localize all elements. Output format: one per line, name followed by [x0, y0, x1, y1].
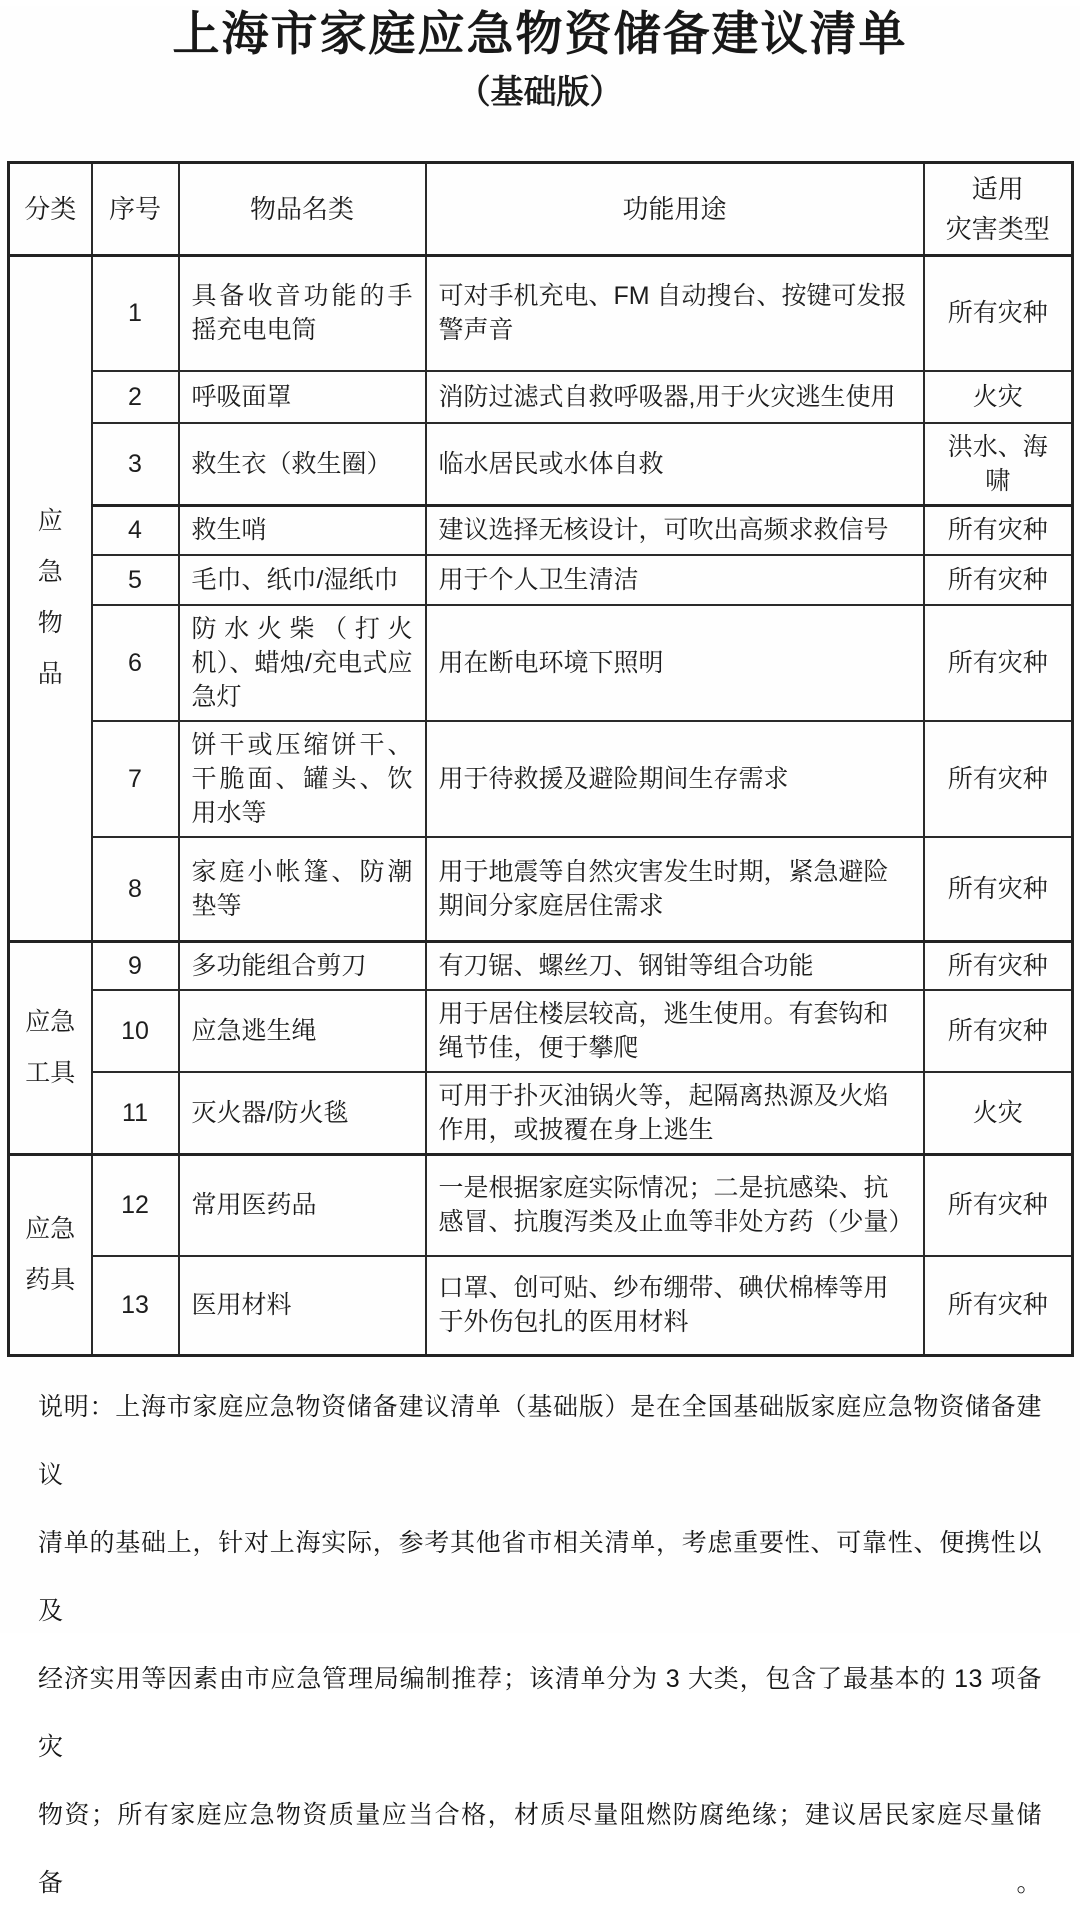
disaster-type-cell: 所有灾种 — [924, 505, 1073, 555]
index-cell: 5 — [92, 555, 179, 605]
table-row — [9, 555, 1073, 605]
category-line: 品 — [37, 660, 63, 689]
disaster-type-cell: 所有灾种 — [924, 990, 1073, 1072]
header-item: 物品名类 — [179, 163, 426, 256]
disaster-type-cell: 所有灾种 — [924, 1155, 1073, 1256]
table-row — [9, 605, 1073, 721]
item-name-cell: 医用材料 — [179, 1256, 426, 1356]
header-function: 功能用途 — [426, 163, 924, 256]
category-cell — [9, 941, 92, 1155]
document-page — [0, 6, 1080, 1897]
table-row — [9, 837, 1073, 941]
item-name-cell: 毛巾、纸巾/湿纸巾 — [179, 555, 426, 605]
table-row — [9, 1256, 1073, 1356]
header-disaster-line1: 适用 — [971, 174, 1024, 204]
table-header — [9, 163, 1073, 256]
function-cell: 用于个人卫生清洁 — [426, 555, 924, 605]
table-row — [9, 505, 1073, 555]
item-name-cell: 具备收音功能的手摇充电电筒 — [179, 256, 426, 371]
category-line: 急 — [37, 558, 63, 587]
disaster-type-cell: 所有灾种 — [924, 1256, 1073, 1356]
function-cell: 消防过滤式自救呼吸器,用于火灾逃生使用 — [426, 371, 924, 423]
note-line: 物资；所有家庭应急物资质量应当合格，材质尽量阻燃防腐绝缘；建议居民家庭尽量储备。 — [38, 1801, 1042, 1897]
index-cell: 4 — [92, 505, 179, 555]
table-row — [9, 941, 1073, 990]
table-body — [9, 256, 1073, 1356]
table-row — [9, 721, 1073, 837]
header-category: 分类 — [9, 163, 92, 256]
category-line: 应急 — [25, 1007, 76, 1036]
index-cell: 7 — [92, 721, 179, 837]
header-disaster — [924, 163, 1073, 256]
disaster-type-cell: 洪水、海啸 — [924, 423, 1073, 506]
table-row — [9, 256, 1073, 371]
category-line: 药具 — [25, 1266, 76, 1294]
index-cell: 9 — [92, 941, 179, 990]
table-row — [9, 423, 1073, 506]
disaster-type-cell: 火灾 — [924, 1072, 1073, 1155]
index-cell: 13 — [92, 1256, 179, 1356]
item-name-cell: 饼干或压缩饼干、干脆面、罐头、饮用水等 — [179, 721, 426, 837]
note-line: 清单的基础上，针对上海实际，参考其他省市相关清单，考虑重要性、可靠性、便携性以及 — [38, 1529, 1042, 1625]
item-name-cell: 灭火器/防火毯 — [179, 1072, 426, 1155]
function-cell: 建议选择无核设计，可吹出高频求救信号 — [426, 505, 924, 555]
function-cell: 可用于扑灭油锅火等，起隔离热源及火焰作用，或披覆在身上逃生 — [426, 1072, 924, 1155]
index-cell: 1 — [92, 256, 179, 371]
header-disaster-line2: 灾害类型 — [945, 214, 1050, 244]
note-line: 说明：上海市家庭应急物资储备建议清单（基础版）是在全国基础版家庭应急物资储备建议 — [38, 1393, 1042, 1489]
index-cell: 2 — [92, 371, 179, 423]
item-name-cell: 救生哨 — [179, 505, 426, 555]
function-cell: 可对手机充电、FM 自动搜台、按键可发报警声音 — [426, 256, 924, 371]
item-name-cell: 家庭小帐篷、防潮垫等 — [179, 837, 426, 941]
function-cell: 用于地震等自然灾害发生时期，紧急避险期间分家庭居住需求 — [426, 837, 924, 941]
index-cell: 6 — [92, 605, 179, 721]
disaster-type-cell: 所有灾种 — [924, 256, 1073, 371]
item-name-cell: 多功能组合剪刀 — [179, 941, 426, 990]
disaster-type-cell: 所有灾种 — [924, 605, 1073, 721]
table-row — [9, 990, 1073, 1072]
function-cell: 临水居民或水体自救 — [426, 423, 924, 506]
function-cell: 有刀锯、螺丝刀、钢钳等组合功能 — [426, 941, 924, 990]
category-line: 物 — [37, 609, 63, 638]
table-row — [9, 1155, 1073, 1256]
item-name-cell: 救生衣（救生圈） — [179, 423, 426, 506]
disaster-type-cell: 火灾 — [924, 371, 1073, 423]
category-cell — [9, 256, 92, 942]
index-cell: 10 — [92, 990, 179, 1072]
note-line: 经济实用等因素由市应急管理局编制推荐；该清单分为 3 大类，包含了最基本的 13 项备灾 — [38, 1665, 1042, 1761]
function-cell: 用于待救援及避险期间生存需求 — [426, 721, 924, 837]
page-subtitle: （基础版） — [457, 73, 623, 110]
item-name-cell: 应急逃生绳 — [179, 990, 426, 1072]
item-name-cell: 防水火柴（打火机）、蜡烛/充电式应急灯 — [179, 605, 426, 721]
header-index: 序号 — [92, 163, 179, 256]
index-cell: 11 — [92, 1072, 179, 1155]
notes-paragraph — [38, 1373, 1042, 1917]
function-cell: 一是根据家庭实际情况；二是抗感染、抗感冒、抗腹泻类及止血等非处方药（少量） — [426, 1155, 924, 1256]
function-cell: 用在断电环境下照明 — [426, 605, 924, 721]
category-line: 应急 — [25, 1215, 76, 1243]
item-name-cell: 常用医药品 — [179, 1155, 426, 1256]
table-row — [9, 371, 1073, 423]
disaster-type-cell: 所有灾种 — [924, 555, 1073, 605]
page-title: 上海市家庭应急物资储备建议清单 — [172, 7, 908, 60]
item-name-cell: 呼吸面罩 — [179, 371, 426, 423]
function-cell: 口罩、创可贴、纱布绷带、碘伏棉棒等用于外伤包扎的医用材料 — [426, 1256, 924, 1356]
index-cell: 3 — [92, 423, 179, 506]
supplies-table — [7, 161, 1074, 1357]
disaster-type-cell: 所有灾种 — [924, 721, 1073, 837]
index-cell: 8 — [92, 837, 179, 941]
function-cell: 用于居住楼层较高，逃生使用。有套钩和绳节佳，便于攀爬 — [426, 990, 924, 1072]
index-cell: 12 — [92, 1155, 179, 1256]
table-row — [9, 1072, 1073, 1155]
category-cell — [9, 1155, 92, 1356]
disaster-type-cell: 所有灾种 — [924, 941, 1073, 990]
category-line: 应 — [37, 507, 63, 536]
disaster-type-cell: 所有灾种 — [924, 837, 1073, 941]
header-row — [9, 163, 1073, 256]
category-line: 工具 — [25, 1058, 76, 1087]
